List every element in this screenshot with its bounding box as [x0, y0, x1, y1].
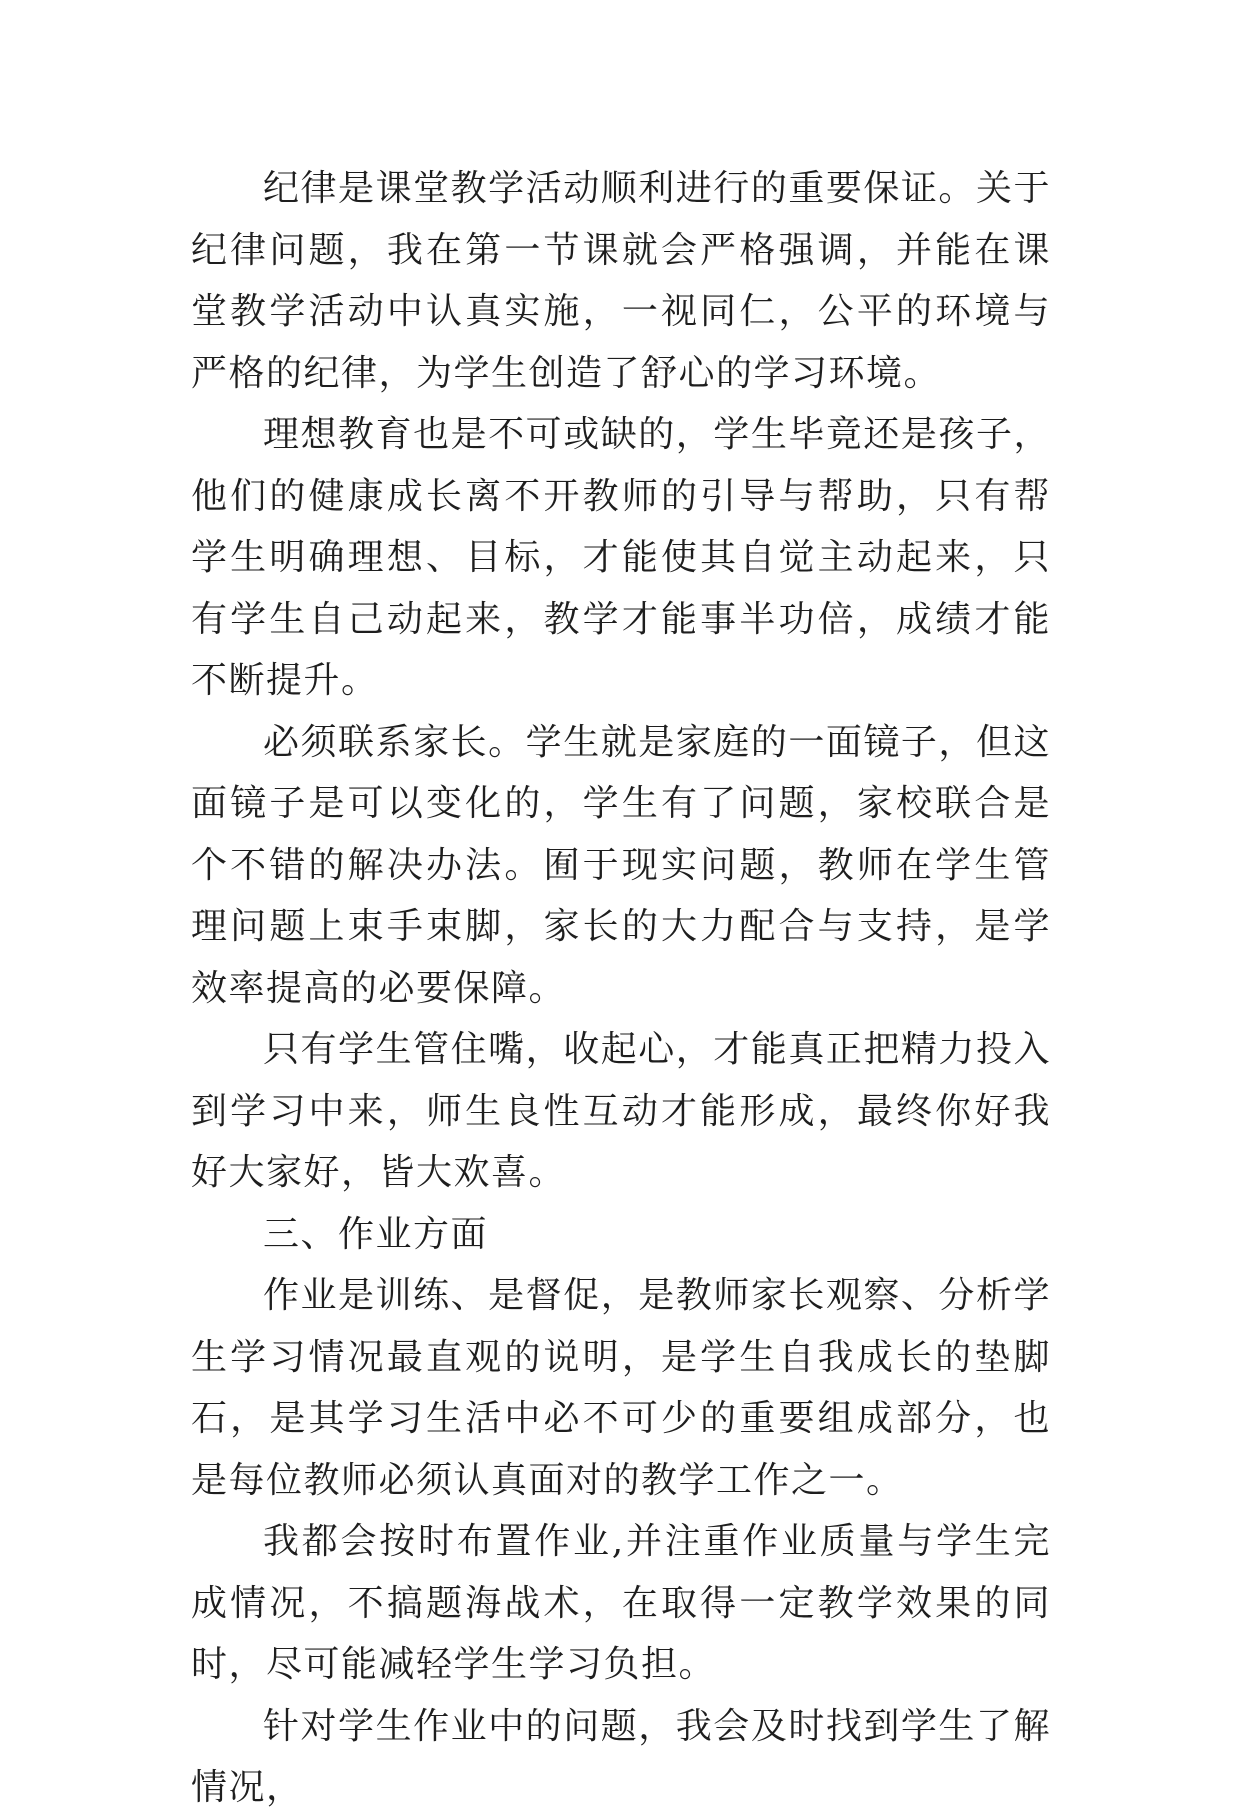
document-body [191, 158, 1051, 1819]
paragraph-homework-purpose: 作业是训练、是督促，是教师家长观察、分析学生学习情况最直观的说明，是学生自我成长的垫脚石，是其学习生活中必不可少的重要组成部分，也是每位教师必须认真面对的教学工作之一。 [191, 1275, 1051, 1501]
section-heading-homework: 三、作业方面 [263, 1213, 489, 1255]
paragraph-homework-problems: 针对学生作业中的问题，我会及时找到学生了解情况， [191, 1705, 1051, 1808]
paragraph-discipline: 纪律是课堂教学活动顺利进行的重要保证。关于纪律问题，我在第一节课就会严格强调，并能在课堂教学活动中认真实施，一视同仁，公平的环境与严格的纪律，为学生创造了舒心的学习环境。 [191, 168, 1051, 394]
paragraph-contact-parents: 必须联系家长。学生就是家庭的一面镜子，但这面镜子是可以变化的，学生有了问题，家校联合是个不错的解决办法。囿于现实问题，教师在学生管理问题上束手束脚，家长的大力配合与支持，是学效率提高的必要保障。 [191, 721, 1051, 1009]
paragraph-student-focus: 只有学生管住嘴，收起心，才能真正把精力投入到学习中来，师生良性互动才能形成，最终你好我好大家好，皆大欢喜。 [191, 1029, 1051, 1193]
paragraph-homework-assignment: 我都会按时布置作业,并注重作业质量与学生完成情况，不搞题海战术，在取得一定教学效果的同时，尽可能减轻学生学习负担。 [191, 1521, 1051, 1685]
paragraph-ideal-education: 理想教育也是不可或缺的，学生毕竟还是孩子，他们的健康成长离不开教师的引导与帮助，只有帮学生明确理想、目标，才能使其自觉主动起来，只有学生自己动起来，教学才能事半功倍，成绩才能不断提升。 [191, 414, 1051, 701]
